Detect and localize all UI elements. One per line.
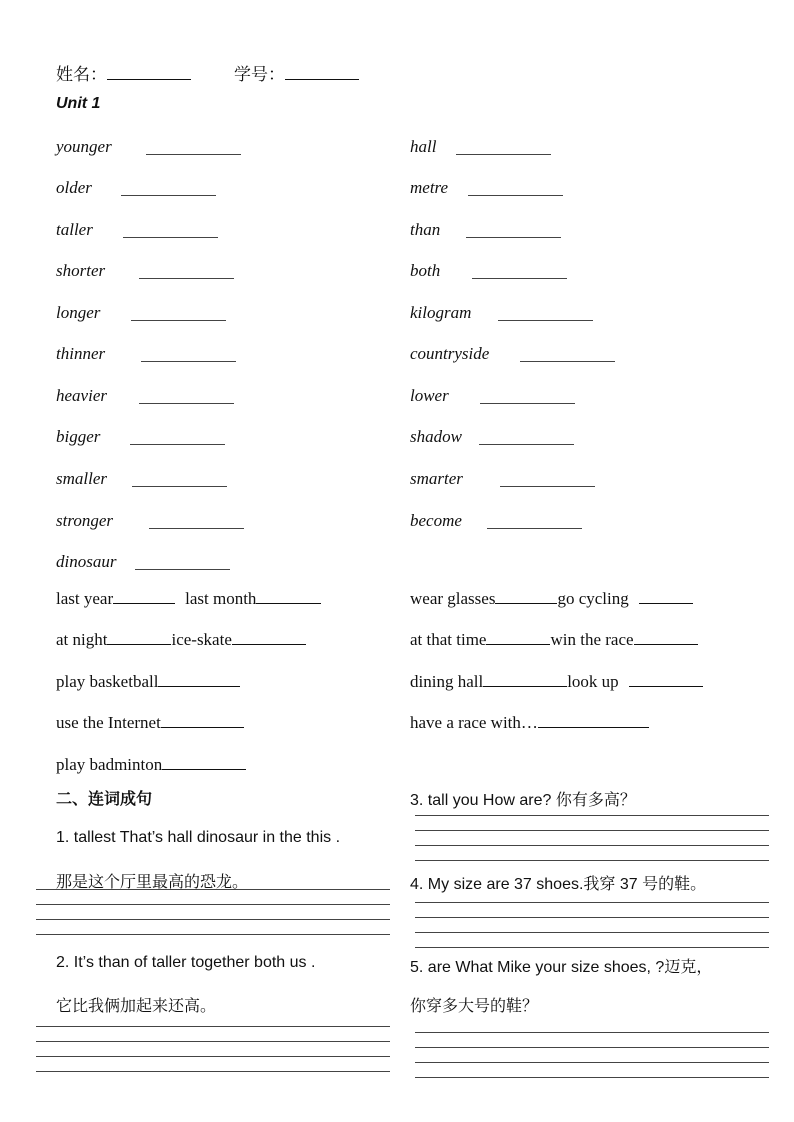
answer-line[interactable] (415, 1062, 769, 1063)
phrase-blank[interactable] (486, 630, 550, 645)
answer-line[interactable] (415, 1077, 769, 1078)
vocab-blank[interactable] (468, 195, 563, 196)
name-blank[interactable] (107, 65, 191, 80)
vocab-blank[interactable] (498, 320, 593, 321)
answer-line[interactable] (415, 1032, 769, 1033)
question-5: 5. are What Mike your size shoes, ?迈克， (410, 959, 713, 976)
phrase-blank[interactable] (256, 589, 321, 604)
question-1-chinese: 那是这个厅里最高的恐龙。 (56, 872, 249, 891)
answer-line[interactable] (36, 1041, 390, 1042)
answer-line[interactable] (36, 1071, 390, 1072)
phrase-row (56, 713, 244, 733)
phrase-row (410, 713, 649, 733)
vocab-blank[interactable] (479, 444, 574, 445)
phrase-row (410, 630, 698, 650)
vocab-item: shorter (56, 261, 106, 280)
question-5-chinese: 你穿多大号的鞋？ (410, 996, 539, 1015)
phrase-blank[interactable] (483, 672, 567, 687)
vocab-blank[interactable] (149, 528, 244, 529)
answer-line[interactable] (36, 919, 390, 920)
question-2: 2. It’s than of taller together both us . (56, 954, 316, 971)
vocab-blank[interactable] (123, 237, 218, 238)
vocab-item: heavier (56, 386, 107, 405)
phrase-blank[interactable] (634, 630, 698, 645)
vocab-item: both (410, 261, 441, 280)
phrase-row (410, 589, 693, 609)
vocab-blank[interactable] (141, 361, 236, 362)
answer-line[interactable] (36, 904, 390, 905)
phrase-text: play badminton (56, 755, 163, 774)
vocab-blank[interactable] (135, 569, 230, 570)
vocab-item: metre (410, 178, 449, 197)
phrase-text: have a race with… (410, 713, 538, 732)
vocab-blank[interactable] (139, 403, 234, 404)
vocab-blank[interactable] (121, 195, 216, 196)
question-2-chinese: 它比我俩加起来还高。 (56, 996, 217, 1015)
phrase-row (56, 755, 246, 775)
answer-line[interactable] (36, 934, 390, 935)
vocab-blank[interactable] (487, 528, 582, 529)
phrase-blank[interactable] (629, 672, 703, 687)
phrase-row (56, 630, 306, 650)
section-title: 二、连词成句 (56, 789, 153, 808)
vocab-item: lower (410, 386, 449, 405)
unit-title: Unit 1 (56, 95, 101, 112)
question-4: 4. My size are 37 shoes.我穿 37 号的鞋。 (410, 876, 707, 893)
phrase-text: go cycling (557, 589, 629, 608)
vocab-item: smaller (56, 469, 107, 488)
phrase-blank[interactable] (158, 672, 240, 687)
phrase-blank[interactable] (639, 589, 693, 604)
vocab-blank[interactable] (480, 403, 575, 404)
phrase-text: look up (567, 672, 619, 691)
vocab-item: taller (56, 220, 93, 239)
vocab-item: hall (410, 137, 437, 156)
answer-line[interactable] (415, 815, 769, 816)
phrase-text: at night (56, 630, 108, 649)
phrase-row (410, 672, 703, 692)
name-label: 姓名： (56, 65, 107, 85)
phrase-text: use the Internet (56, 713, 161, 732)
answer-line[interactable] (415, 917, 769, 918)
answer-line[interactable] (415, 902, 769, 903)
phrase-text: wear glasses (410, 589, 496, 608)
vocab-item: older (56, 178, 92, 197)
answer-line[interactable] (415, 845, 769, 846)
vocab-blank[interactable] (130, 444, 225, 445)
phrase-text: play basketball (56, 672, 159, 691)
student-id-label: 学号： (234, 65, 285, 85)
answer-line[interactable] (415, 932, 769, 933)
vocab-blank[interactable] (472, 278, 567, 279)
phrase-blank[interactable] (495, 589, 557, 604)
vocab-item: shadow (410, 427, 462, 446)
vocab-item: kilogram (410, 303, 472, 322)
student-id-field[interactable] (234, 60, 359, 85)
vocab-item: dinosaur (56, 552, 117, 571)
phrase-blank[interactable] (113, 589, 175, 604)
vocab-blank[interactable] (466, 237, 561, 238)
phrase-blank[interactable] (161, 713, 244, 728)
phrase-blank[interactable] (232, 630, 306, 645)
phrase-text: dining hall (410, 672, 484, 691)
question-1: 1. tallest That’s hall dinosaur in the this . (56, 829, 341, 846)
phrase-blank[interactable] (538, 713, 649, 728)
answer-line[interactable] (36, 1026, 390, 1027)
vocab-item: than (410, 220, 441, 239)
phrase-row (56, 672, 240, 692)
name-field[interactable] (56, 60, 191, 85)
vocab-blank[interactable] (139, 278, 234, 279)
answer-line[interactable] (36, 1056, 390, 1057)
vocab-item: stronger (56, 511, 113, 530)
phrase-text: last month (185, 589, 257, 608)
answer-line[interactable] (415, 1047, 769, 1048)
vocab-item: younger (56, 137, 112, 156)
vocab-item: longer (56, 303, 101, 322)
phrase-blank[interactable] (107, 630, 171, 645)
answer-line[interactable] (415, 830, 769, 831)
answer-line[interactable] (36, 889, 390, 890)
question-3: 3. tall you How are? 你有多高？ (410, 792, 636, 809)
vocab-blank[interactable] (146, 154, 241, 155)
vocab-blank[interactable] (131, 320, 226, 321)
answer-line[interactable] (415, 860, 769, 861)
vocab-item: become (410, 511, 462, 530)
phrase-text: last year (56, 589, 114, 608)
vocab-blank[interactable] (456, 154, 551, 155)
phrase-text: win the race (550, 630, 634, 649)
phrase-row (56, 589, 321, 609)
phrase-text: at that time (410, 630, 487, 649)
vocab-blank[interactable] (132, 486, 227, 487)
phrase-text: ice-skate (171, 630, 232, 649)
student-id-blank[interactable] (285, 65, 359, 80)
vocab-blank[interactable] (520, 361, 615, 362)
vocab-item: countryside (410, 344, 490, 363)
vocab-item: bigger (56, 427, 101, 446)
phrase-blank[interactable] (162, 755, 246, 770)
answer-line[interactable] (415, 947, 769, 948)
vocab-blank[interactable] (500, 486, 595, 487)
vocab-item: smarter (410, 469, 463, 488)
vocab-item: thinner (56, 344, 106, 363)
